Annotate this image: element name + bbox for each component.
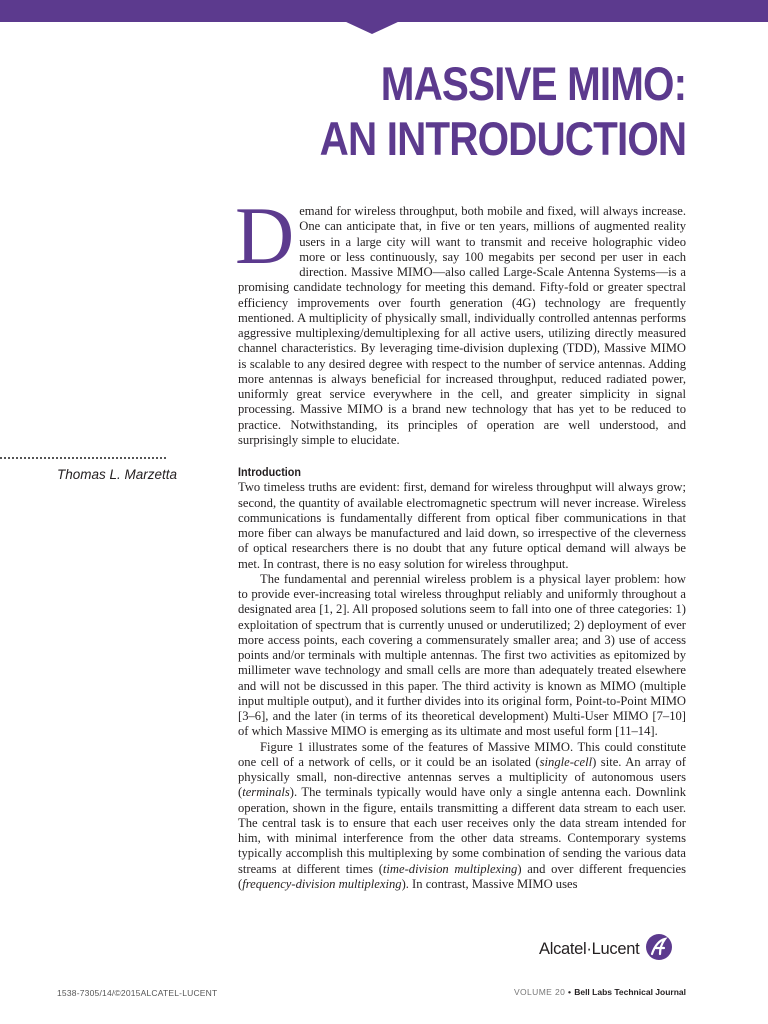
section-heading-introduction: Introduction — [238, 465, 301, 479]
footer-journal — [514, 987, 686, 997]
p3-italic-fdm: frequency-division multiplexing — [242, 876, 402, 891]
title-line-2: AN INTRODUCTION — [319, 112, 686, 165]
paragraph-1: Two timeless truths are evident: first, demand for wireless throughput will always grow; second, the quantity of available electromagnetic spectrum will never increase. Wireless communications is fundamentally different from optical fiber communications in that more fiber can always be manufactured and laid down, so irrespective of the cleverness of optical researchers there is no doubt that any future optical demand will always be met. In contrast, there is no easy solution for wireless throughput. — [238, 480, 686, 571]
top-color-bar — [0, 0, 768, 22]
article-title — [319, 56, 686, 166]
author-name: Thomas L. Marzetta — [57, 467, 178, 482]
footer-copyright: 1538-7305/14/©2015ALCATEL-LUCENT — [57, 988, 218, 998]
alcatel-lucent-logo — [539, 933, 673, 966]
footer-journal-name: Bell Labs Technical Journal — [574, 987, 686, 997]
p3-text-c: ). The terminals typically would have only a single antenna each. Downlink operation, shown in the figure, entails transmitting a different data stream to each user. The central task is to ensure that each user receives only the data stream intended for him, with minimal interference from the other data streams. Contemporary systems typically accomplish this multiplexing by some combination of sending the various data streams at different times ( — [238, 785, 686, 876]
footer-bullet: • — [568, 987, 572, 997]
p3-text-b: ) site. An array of physically small, non-directive antennas serves a multiplicity of autonomous users ( — [238, 754, 686, 800]
p3-text-d: ) and over different frequencies ( — [238, 861, 686, 891]
p3-text-a: Figure 1 illustrates some of the features of Massive MIMO. This could constitute one cell of a network of cells, or it could be an isolated ( — [238, 739, 686, 769]
p3-italic-terminals: terminals — [242, 785, 290, 800]
drop-cap: D — [235, 190, 295, 281]
alcatel-lucent-swirl-icon — [645, 933, 673, 966]
main-text — [238, 465, 686, 892]
p3-text-e: ). In contrast, Massive MIMO uses — [401, 876, 578, 891]
abstract — [235, 190, 686, 448]
brand-name: Alcatel·Lucent — [539, 940, 640, 958]
paragraph-2: The fundamental and perennial wireless problem is a physical layer problem: how to provide ever-increasing total wireless throughput reliably and uniformly throughout a designated area [1, 2]. All proposed solutions seem to fall into one of three categories: 1) exploitation of spectrum that is currently unused or underutilized; 2) deployment of ever more access points, each covering a commensurately smaller area; and 3) use of access points and/or terminals with multiple antennas. The first two activities as epitomized by millimeter wave technology and small cells are more than adequately treated elsewhere and will not be discussed in this paper. The third activity is known as MIMO (multiple input multiple output), and it further divides into its original form, Point-to-Point MIMO [3–6], and the later (in terms of its theoretical development) Multi-User MIMO [7–10] of which Massive MIMO is emerging as its ultimate and most useful form [11–14]. — [238, 571, 686, 739]
p3-italic-single-cell: single-cell — [539, 754, 593, 769]
paragraph-3 — [238, 740, 686, 893]
title-line-1: MASSIVE MIMO: — [380, 57, 686, 110]
p3-italic-tdm: time-division multiplexing — [382, 861, 518, 876]
author-divider — [0, 457, 166, 459]
top-bar-notch — [344, 21, 400, 34]
footer-volume: VOLUME 20 — [513, 987, 566, 997]
abstract-text: emand for wireless throughput, both mobile and fixed, will always increase. One can anticipate that, in five or ten years, millions of augmented reality users in a large city will want to transmit and receive holographic video more or less continuously, say 100 megabits per second per user in each direction. Massive MIMO—also called Large-Scale Antenna Systems—is a promising candidate technology for meeting this demand. Fifty-fold or greater spectral efficiency improvements over fourth generation (4G) technology are frequently mentioned. A multiplicity of physically small, individually controlled antennas performs aggressive multiplexing/demultiplexing for all active users, utilizing directly measured channel characteristics. By leveraging time-division duplexing (TDD), Massive MIMO is scalable to any desired degree with respect to the number of service antennas. Adding more antennas is always beneficial for increased throughput, reduced radiated power, uniformly great service everywhere in the cell, and greater simplicity in signal processing. Massive MIMO is a brand new technology that has yet to be reduced to practice. Notwithstanding, its principles of operation are well understood, and surprisingly simple to elucidate. — [238, 204, 686, 447]
